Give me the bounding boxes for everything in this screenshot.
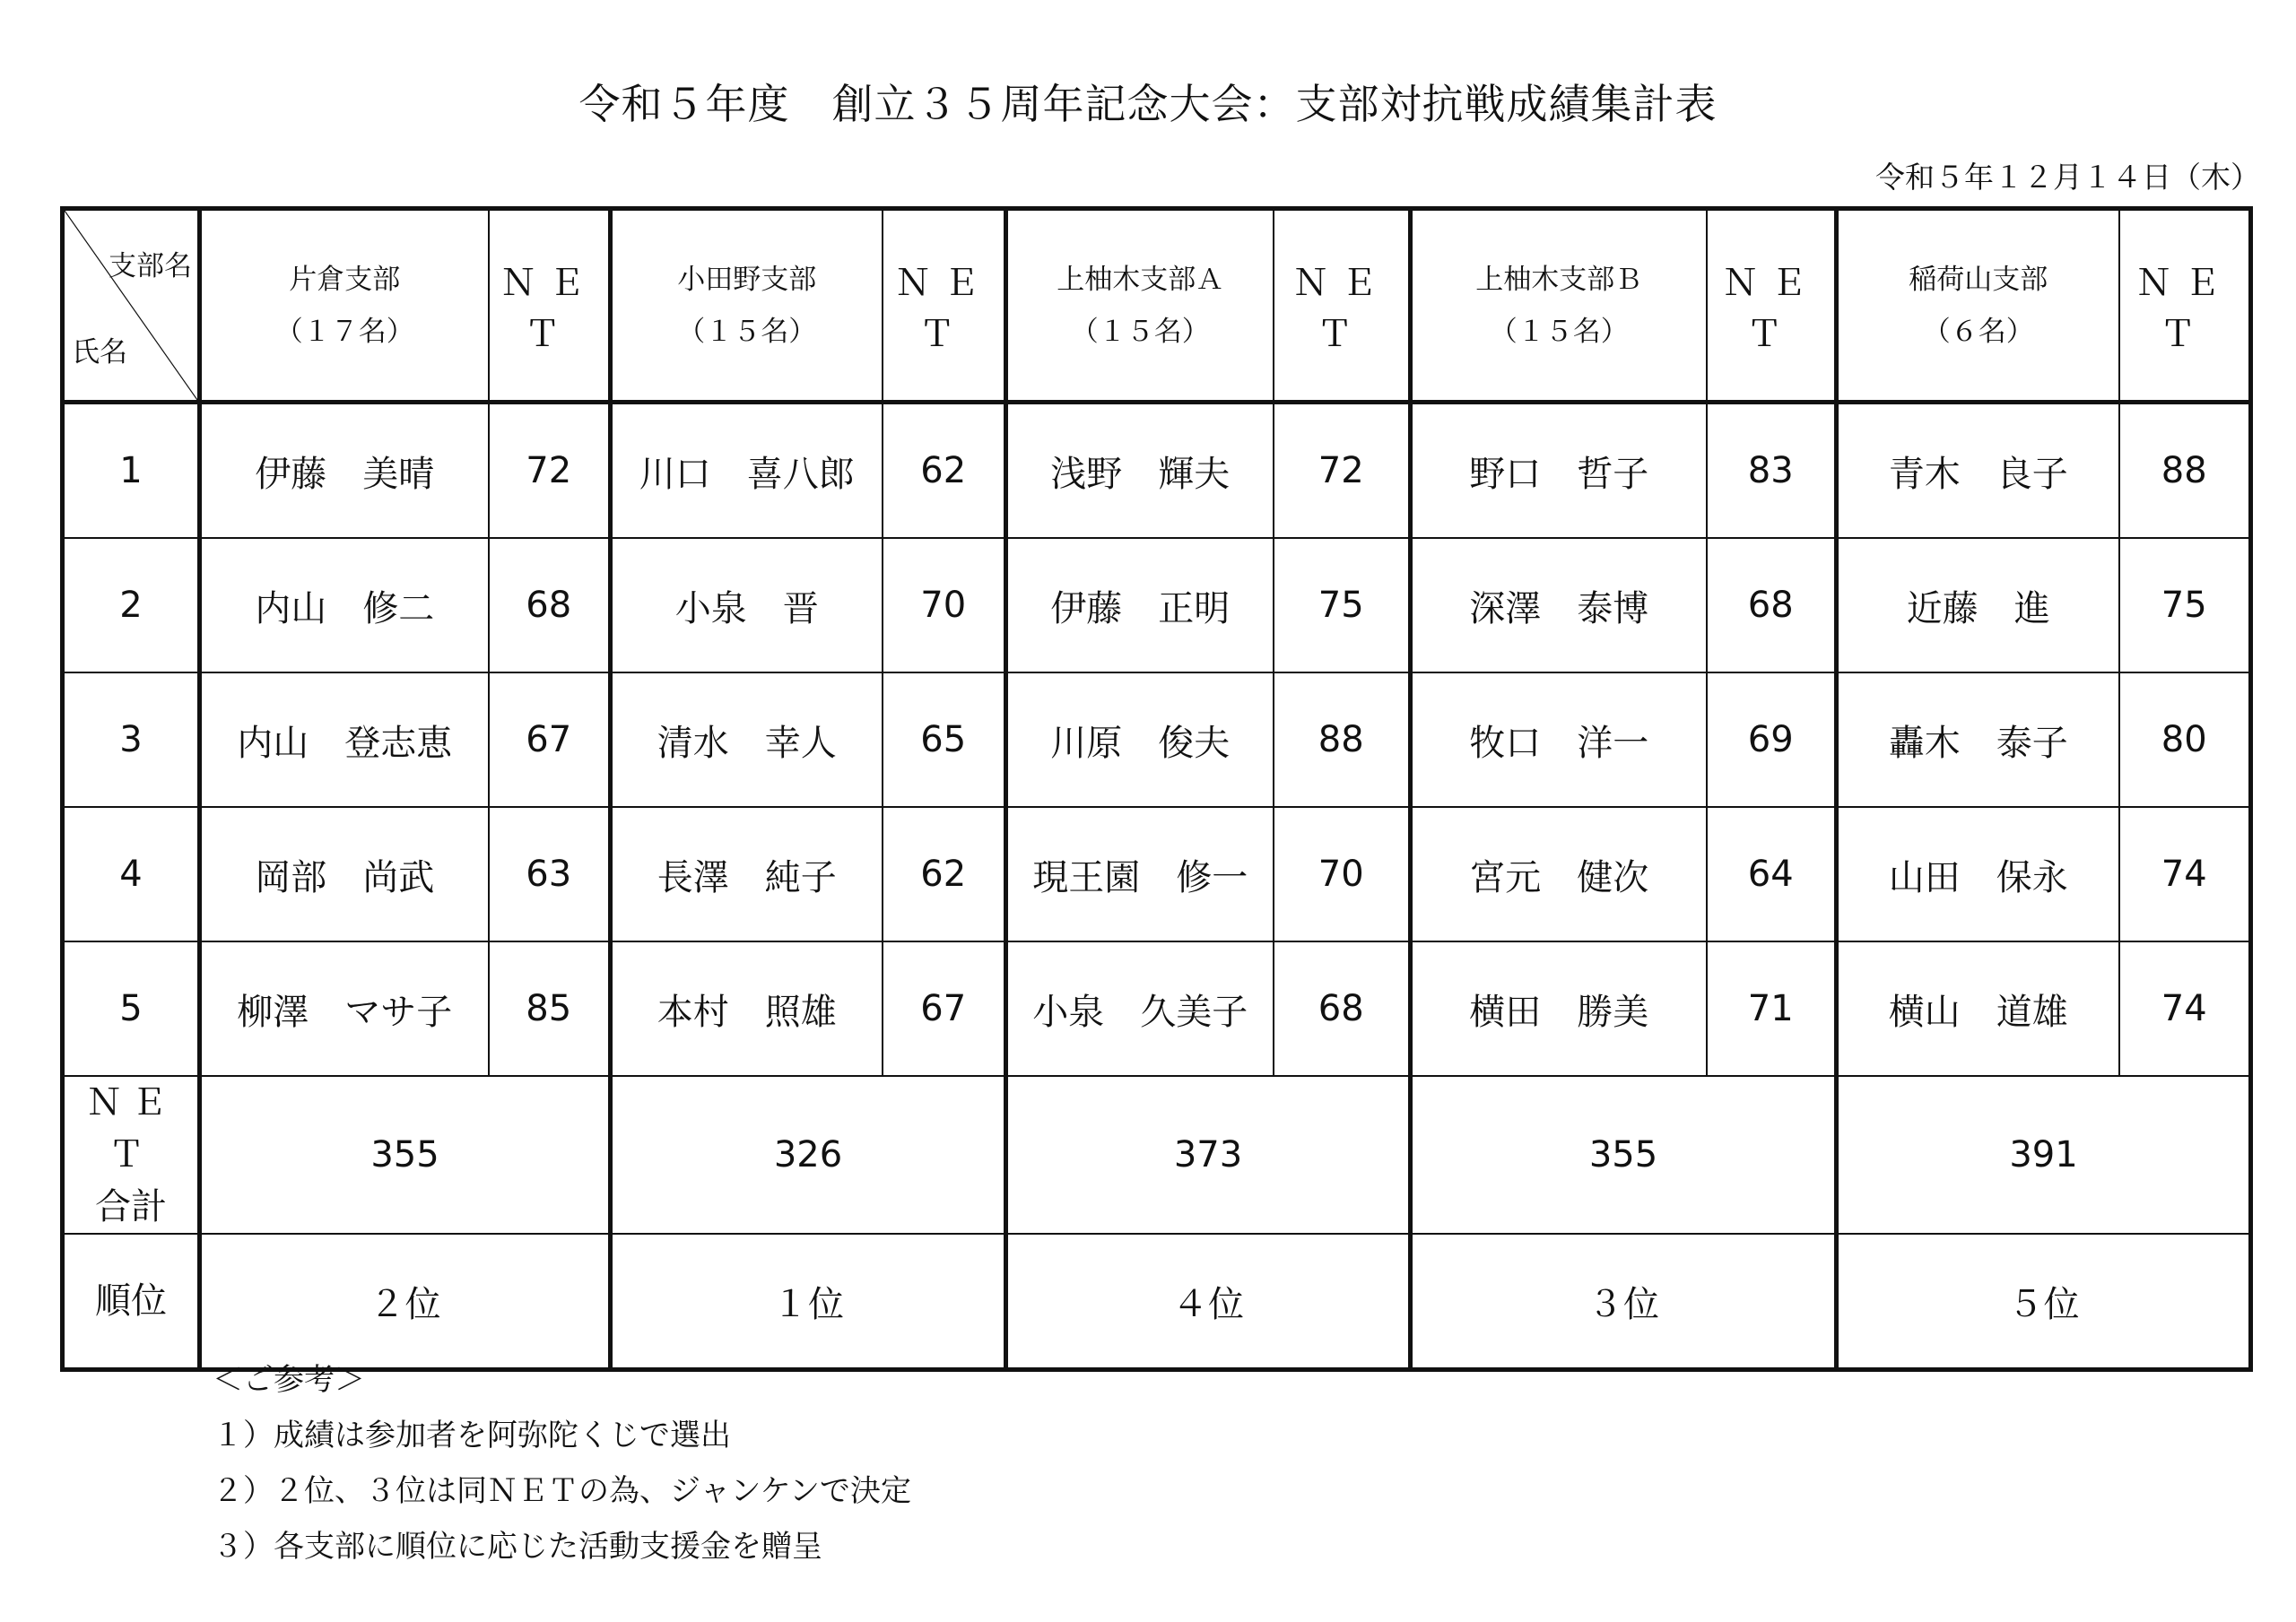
player-net: 63 [489, 807, 611, 941]
corner-branch-label: 支部名 [109, 250, 192, 282]
note-item: ２）２位、３位は同ＮＥＴの為、ジャンケンで決定 [213, 1473, 911, 1509]
player-net: 69 [1707, 672, 1837, 807]
branch-rank: ５位 [1837, 1234, 2251, 1370]
player-name: 野口 哲子 [1411, 403, 1707, 539]
branch-name: 上柚木支部Ａ [1057, 263, 1224, 296]
page-title: 令和５年度 創立３５周年記念大会：支部対抗戦成績集計表 [578, 80, 1718, 128]
net-header: ＮＥＴ [489, 209, 611, 403]
player-net: 68 [1274, 941, 1411, 1076]
player-name: 深澤 泰博 [1411, 538, 1707, 672]
branch-header-2 [611, 209, 883, 403]
player-name: 牧口 洋一 [1411, 672, 1707, 807]
player-name: 小泉 晋 [611, 538, 883, 672]
rank-row [63, 1234, 2251, 1370]
player-net: 62 [883, 807, 1006, 941]
player-net: 70 [883, 538, 1006, 672]
notes-section [213, 1352, 911, 1574]
player-name: 本村 照雄 [611, 941, 883, 1076]
player-name: 轟木 泰子 [1837, 672, 2119, 807]
player-net: 80 [2119, 672, 2251, 807]
player-name: 柳澤 マサ子 [200, 941, 489, 1076]
player-net: 72 [489, 403, 611, 539]
player-net: 75 [1274, 538, 1411, 672]
player-net: 74 [2119, 941, 2251, 1076]
branch-header-5 [1837, 209, 2119, 403]
branch-total: 355 [200, 1076, 611, 1234]
player-name: 現王園 修一 [1006, 807, 1274, 941]
branch-header-4 [1411, 209, 1707, 403]
branch-header-1 [200, 209, 489, 403]
table-row [63, 941, 2251, 1076]
player-net: 74 [2119, 807, 2251, 941]
player-net: 67 [489, 672, 611, 807]
diagonal-line [65, 211, 197, 400]
notes-heading: ＜ご参考＞ [213, 1362, 365, 1398]
branch-count: （１５名） [1070, 315, 1210, 348]
rank-label: 順位 [63, 1234, 200, 1370]
branch-count: （１５名） [677, 315, 817, 348]
note-item: １）成績は参加者を阿弥陀くじで選出 [213, 1418, 731, 1453]
player-name: 清水 幸人 [611, 672, 883, 807]
table-row [63, 807, 2251, 941]
branch-total: 391 [1837, 1076, 2251, 1234]
player-name: 伊藤 美晴 [200, 403, 489, 539]
player-net: 75 [2119, 538, 2251, 672]
branch-name: 上柚木支部Ｂ [1475, 263, 1643, 296]
player-name: 内山 登志恵 [200, 672, 489, 807]
branch-header-3 [1006, 209, 1274, 403]
player-net: 88 [2119, 403, 2251, 539]
player-name: 川原 俊夫 [1006, 672, 1274, 807]
player-name: 伊藤 正明 [1006, 538, 1274, 672]
branch-rank: ３位 [1411, 1234, 1837, 1370]
player-name: 宮元 健次 [1411, 807, 1707, 941]
branch-name: 稲荷山支部 [1909, 263, 2048, 296]
player-net: 68 [489, 538, 611, 672]
player-net: 88 [1274, 672, 1411, 807]
player-net: 83 [1707, 403, 1837, 539]
results-table [60, 206, 2253, 1372]
branch-total: 326 [611, 1076, 1006, 1234]
player-net: 62 [883, 403, 1006, 539]
player-name: 青木 良子 [1837, 403, 2119, 539]
player-name: 小泉 久美子 [1006, 941, 1274, 1076]
branch-count: （６名） [1922, 315, 2034, 348]
row-number: 2 [63, 538, 200, 672]
player-name: 山田 保永 [1837, 807, 2119, 941]
branch-total: 373 [1006, 1076, 1411, 1234]
player-name: 岡部 尚武 [200, 807, 489, 941]
note-item: ３）各支部に順位に応じた活動支援金を贈呈 [213, 1529, 822, 1565]
total-row [63, 1076, 2251, 1234]
row-number: 4 [63, 807, 200, 941]
branch-total: 355 [1411, 1076, 1837, 1234]
player-name: 横山 道雄 [1837, 941, 2119, 1076]
player-name: 近藤 進 [1837, 538, 2119, 672]
branch-rank: １位 [611, 1234, 1006, 1370]
player-net: 85 [489, 941, 611, 1076]
row-number: 5 [63, 941, 200, 1076]
player-name: 横田 勝美 [1411, 941, 1707, 1076]
player-net: 64 [1707, 807, 1837, 941]
branch-count: （１５名） [1489, 315, 1629, 348]
player-net: 72 [1274, 403, 1411, 539]
net-header: ＮＥＴ [883, 209, 1006, 403]
player-net: 67 [883, 941, 1006, 1076]
player-name: 川口 喜八郎 [611, 403, 883, 539]
report-date: 令和５年１２月１４日（木） [1875, 160, 2260, 195]
branch-rank: ４位 [1006, 1234, 1411, 1370]
branch-name: 小田野支部 [677, 263, 817, 296]
row-number: 1 [63, 403, 200, 539]
net-header: ＮＥＴ [1274, 209, 1411, 403]
row-number: 3 [63, 672, 200, 807]
corner-cell [63, 209, 200, 403]
total-label-net: ＮＥＴ [86, 1082, 176, 1175]
player-name: 浅野 輝夫 [1006, 403, 1274, 539]
table-row [63, 538, 2251, 672]
player-name: 長澤 純子 [611, 807, 883, 941]
total-label [63, 1076, 200, 1234]
net-header: ＮＥＴ [2119, 209, 2251, 403]
corner-name-label: 氏名 [72, 336, 127, 369]
player-net: 71 [1707, 941, 1837, 1076]
player-name: 内山 修二 [200, 538, 489, 672]
net-header: ＮＥＴ [1707, 209, 1837, 403]
player-net: 65 [883, 672, 1006, 807]
table-row [63, 672, 2251, 807]
table-row [63, 403, 2251, 539]
total-label-sum: 合計 [95, 1186, 167, 1227]
header-row [63, 209, 2251, 403]
branch-rank: ２位 [200, 1234, 611, 1370]
player-net: 70 [1274, 807, 1411, 941]
branch-count: （１７名） [274, 315, 414, 348]
branch-name: 片倉支部 [289, 263, 401, 296]
player-net: 68 [1707, 538, 1837, 672]
